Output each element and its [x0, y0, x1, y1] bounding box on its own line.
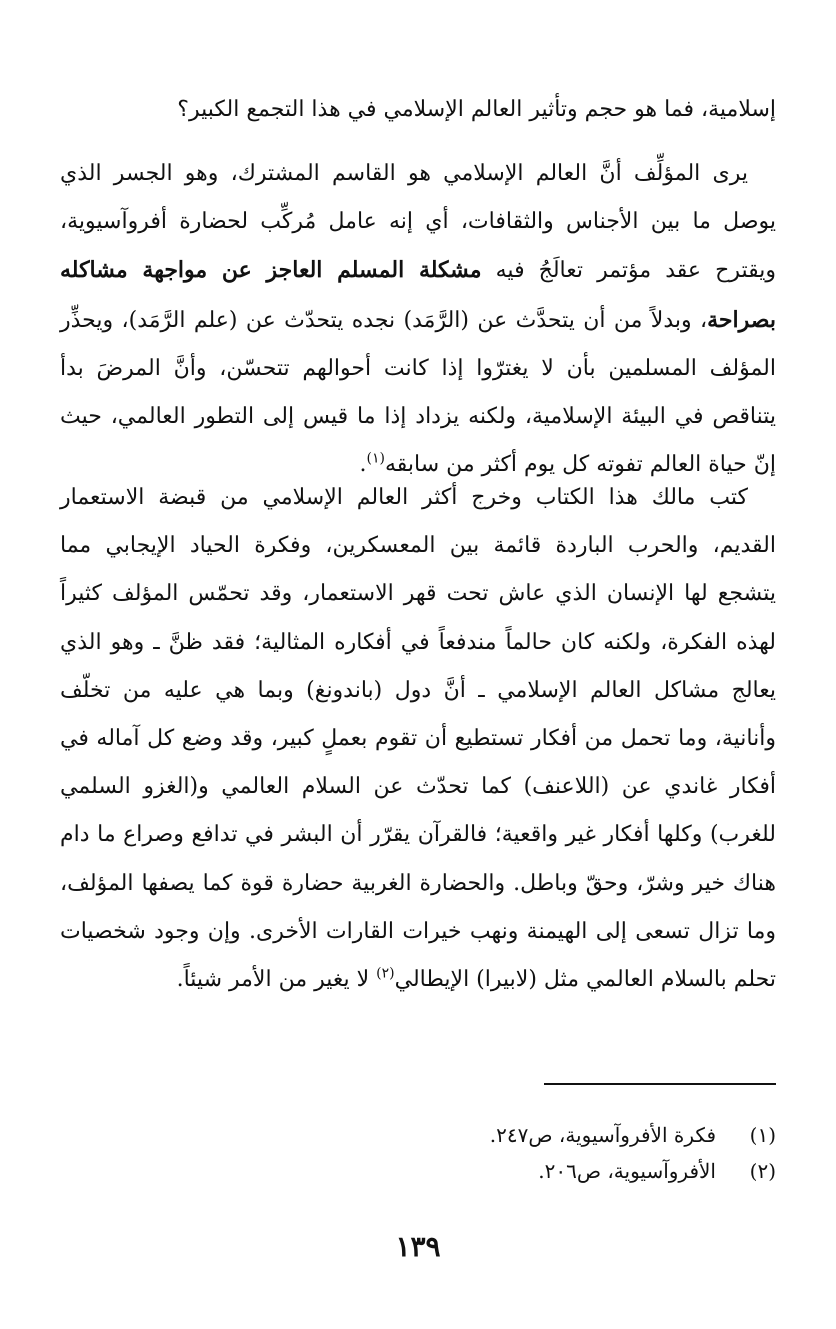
footnote-number: (١) — [749, 1123, 776, 1147]
footnote-ref-1[interactable]: (١) — [366, 450, 385, 467]
footnote-text: الأفروآسيوية، ص٢٠٦. — [538, 1159, 716, 1183]
paragraph-3-text-b: لا يغير من الأمر شيئاً. — [176, 967, 377, 993]
paragraph-3-text-a: كتب مالك هذا الكتاب وخرج أكثر العالم الإسلامي من قبضة الاستعمار القديم، والحرب الباردة قائمة بين المعسكرين، وفكرة الحياد الإيجابي مما يتشجع لها الإنسان الذي عاش تحت قهر الاستعمار، وقد تحمّس المؤلف كثيراً لهذه الفكرة، ولكنه كان حالماً مندفعاً في أفكاره المثالية؛ فقد ظنَّ ـ وهو الذي يعالج مشاكل العالم الإسلامي ـ أنَّ دول (باندونغ) وبما هي عليه من تخلّف وأنانية، وما تحمل من أفكار تستطيع أن تقوم بعملٍ كبير، وقد وضع كل آماله في أفكار غاندي عن (اللاعنف) كما تحدّث عن السلام العالمي و(الغزو السلمي للغرب) وكلها أفكار غير واقعية؛ فالقرآن يقرّر أن البشر في تدافع وصراع ما دام هناك خير وشرّ، وحقّ وباطل. والحضارة الغربية حضارة قوة كما يصفها المؤلف، وما تزال تسعى إلى الهيمنة ونهب خيرات القارات الأخرى. وإن وجود شخصيات تحلم بالسلام العالمي مثل (لابيرا) الإيطالي — [60, 485, 776, 993]
footnotes — [60, 1117, 776, 1189]
paragraph-2-text-a: يرى المؤلِّف أنَّ العالم الإسلامي هو القاسم المشترك، وهو الجسر الذي يوصل ما بين الأجناس والثقافات، أي إنه عامل مُركِّب لحضارة أفروآسيوية، ويقترح عقد مؤتمر تعالَجُ فيه — [60, 161, 776, 284]
footnote-ref-2[interactable]: (٢) — [376, 965, 395, 982]
paragraph-2-text-c: ، وبدلاً من أن يتحدَّث عن (الرَّمَد) نجده يتحدّث عن (علم الرَّمَد)، ويحذِّر المؤلف المسلمين بأن لا يغترّوا إذا كانت أحوالهم تتحسّن، وأنَّ المرضَ بدأ يتناقص في البيئة الإسلامية، ولكنه يزداد إذا ما قيس إلى التطور العالمي، حيث إنّ حياة العالم تفوته كل يوم أكثر من سابقه — [60, 307, 776, 478]
footnote-divider — [544, 1083, 776, 1085]
paragraph-continuation — [60, 86, 776, 134]
footnote-text: فكرة الأفروآسيوية، ص٢٤٧. — [489, 1123, 716, 1147]
footnote-number: (٢) — [749, 1159, 776, 1183]
page-number: ١٣٩ — [395, 1230, 441, 1263]
paragraph-1: إسلامية، فما هو حجم وتأثير العالم الإسلامي في هذا التجمع الكبير؟ — [177, 97, 776, 122]
paragraph-2-block — [60, 150, 776, 489]
paragraph-3-block — [60, 474, 776, 1004]
paragraph-3 — [60, 474, 776, 1004]
footnote-2 — [60, 1153, 776, 1189]
paragraph-2-end: . — [359, 452, 367, 478]
paragraph-2-bold-text: مشكلة المسلم العاجز عن مواجهة مشاكله بصراحة — [60, 257, 776, 333]
footnote-1 — [60, 1117, 776, 1153]
paragraph-2 — [60, 150, 776, 489]
